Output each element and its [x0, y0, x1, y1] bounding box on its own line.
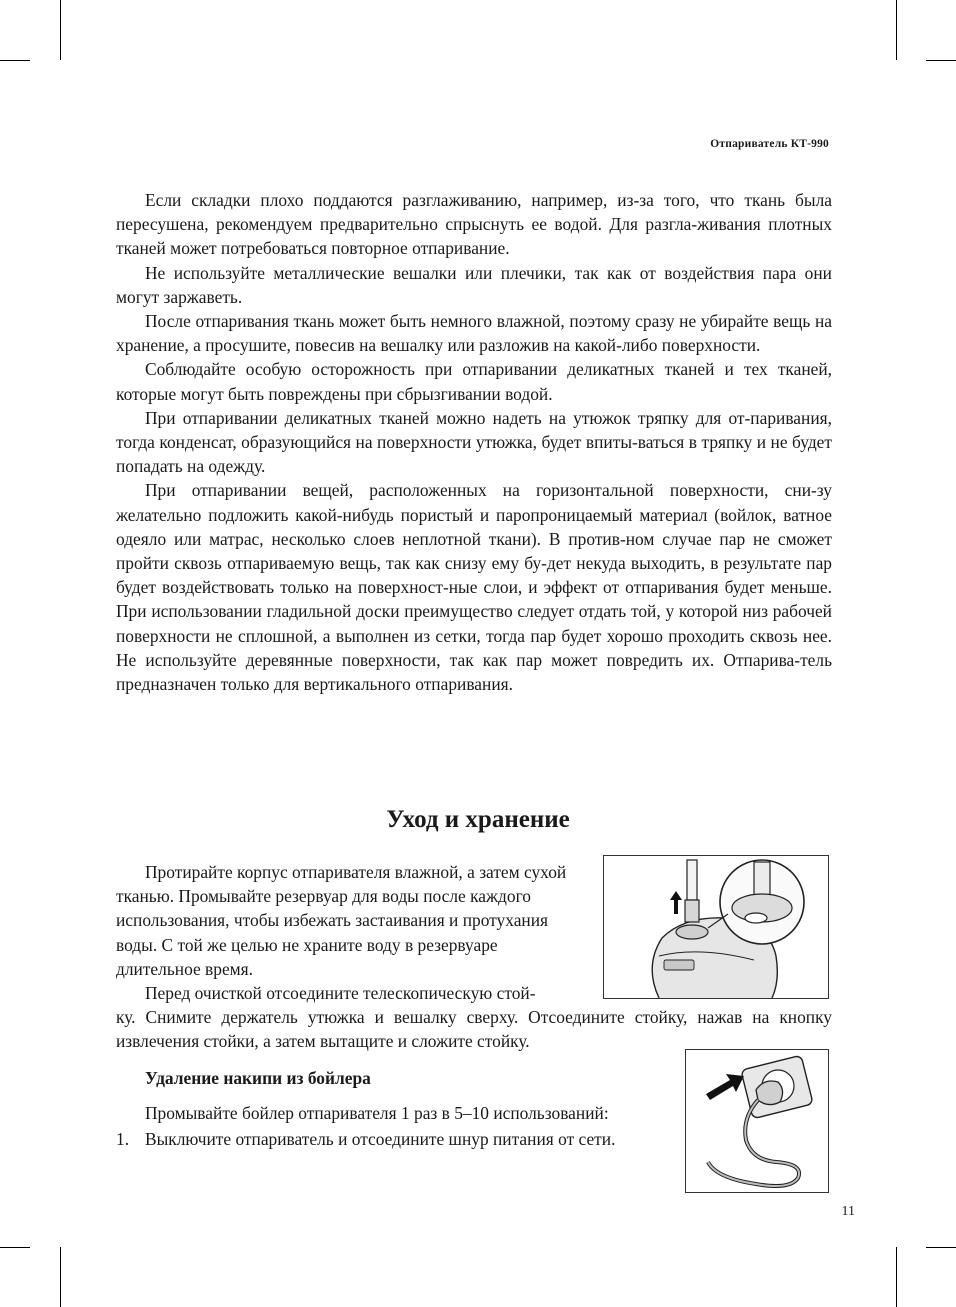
unplug-illustration [685, 1049, 829, 1193]
section-title: Уход и хранение [386, 806, 570, 833]
descale-text-block [116, 1101, 686, 1151]
step-item [116, 1127, 686, 1151]
crop-mark [926, 60, 956, 61]
care-text-block [116, 860, 578, 1005]
detach-paragraph-start: Перед очисткой отсоедините телескопическую стой- [145, 983, 536, 1004]
step-text: Выключите отпариватель и отсоедините шнур питания от сети. [145, 1129, 616, 1150]
running-header: Отпариватель КТ-990 [710, 138, 829, 150]
paragraph: Не используйте металлические вешалки или плечики, так как от воздействия пара они могут заржаветь. [116, 262, 832, 307]
paragraph: Соблюдайте особую осторожность при отпаривании деликатных тканей и тех тканей, которые могут быть повреждены при сбрызгивании водой. [116, 359, 832, 404]
crop-mark [0, 60, 30, 61]
cleaning-paragraph: Протирайте корпус отпаривателя влажной, а затем сухой тканью. Промывайте резервуар для воды после каждого использования, чтобы избежать застаивания и протухания воды. С той же целью не храните воду в резервуаре длительное время. [116, 862, 567, 979]
crop-mark [0, 1247, 30, 1248]
crop-mark [896, 1247, 897, 1307]
crop-mark [60, 1247, 61, 1307]
crop-mark [60, 0, 61, 60]
crop-mark [896, 0, 897, 60]
page-number: 11 [841, 1204, 855, 1219]
detach-paragraph-cont: ку. Снимите держатель утюжка и вешалку сверху. Отсоедините стойку, нажав на кнопку извлечения стойки, а затем вытащите и сложите стойку. [116, 1007, 832, 1052]
paragraph: При отпаривании вещей, расположенных на горизонтальной поверхности, сни-зу желательно подложить какой-нибудь пористый и паропроницаемый материал (войлок, ватное одеяло или матрас, несколько слоев неплотной ткани). В против-ном случае пар не сможет пройти сквозь отпариваемую вещь, так как снизу ему бу-дет некуда выходить, в результате пар будет воздействовать только на поверхност-ные слои, и эффект от отпаривания будет меньше. При использовании гладильной доски преимущество следует отдать той, у которой низ рабочей поверхности не сплошной, а выполнен из сетки, тогда пар будет хорошо проходить сквозь нее. Не используйте деревянные поверхности, так как пар может повредить их. Отпарива-тель предназначен только для вертикального отпаривания. [116, 480, 832, 695]
descale-intro: Промывайте бойлер отпаривателя 1 раз в 5–10 использований: [145, 1103, 609, 1123]
crop-mark [926, 1247, 956, 1248]
step-number: 1. [116, 1129, 130, 1150]
main-text-block [116, 188, 832, 696]
paragraph: При отпаривании деликатных тканей можно надеть на утюжок тряпку для от-паривания, тогда конденсат, образующийся на поверхности утюжка, будет впиты-ваться в тряпку и не будет попадать на одежду. [116, 407, 832, 477]
plug-drawing [686, 1050, 828, 1192]
steamer-illustration [603, 855, 829, 999]
detach-text-block [116, 1005, 832, 1053]
paragraph: Если складки плохо поддаются разглаживанию, например, из-за того, что ткань была пересушена, рекомендуем предварительно спрыснуть ее водой. Для разгла-живания плотных тканей может потребоваться повторное отпаривание. [116, 190, 832, 259]
steamer-drawing [604, 856, 828, 998]
descale-heading: Удаление накипи из бойлера [145, 1068, 371, 1088]
paragraph: После отпаривания ткань может быть немного влажной, поэтому сразу не убирайте вещь на хранение, а просушите, повесив на вешалку или разложив на какой-либо поверхности. [116, 311, 832, 356]
